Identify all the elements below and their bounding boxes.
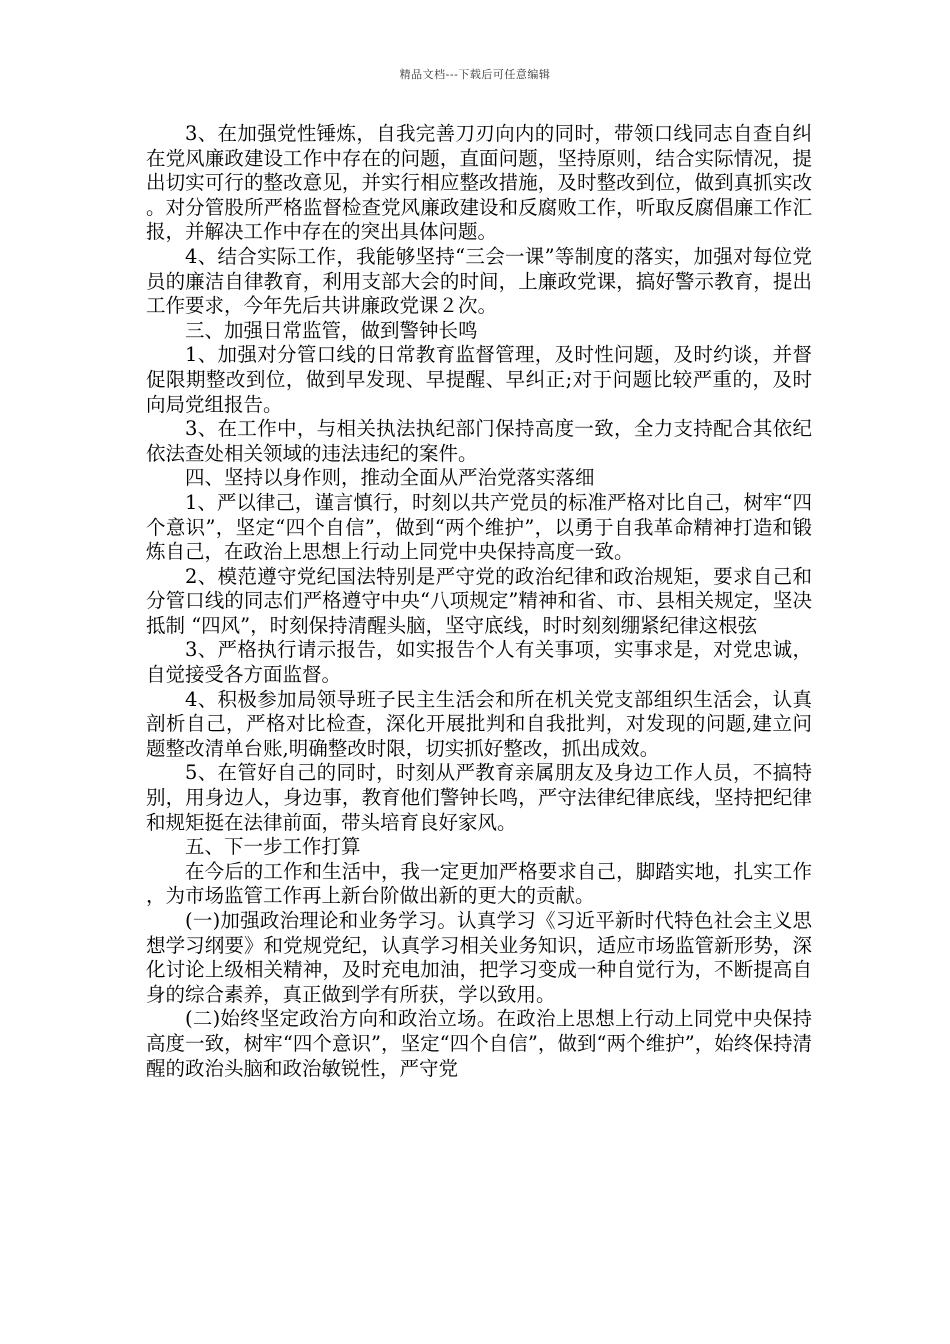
paragraph: 在今后的工作和生活中，我一定更加严格要求自己，脚踏实地，扎实工作，为市场监管工作再上新台阶做出新的更大的贡献。	[146, 859, 812, 908]
document-body	[146, 122, 812, 1081]
paragraph: 2、模范遵守党纪国法特别是严守党的政治纪律和政治规矩，要求自己和分管口线的同志们严格遵守中央“八项规定”精神和省、市、县相关规定，坚决抵制 “四风”，时刻保持清醒头脑，坚守底线，时时刻刻绷紧纪律这根弦	[146, 564, 812, 637]
paragraph: 3、在加强党性锤炼，自我完善刀刃向内的同时，带领口线同志自查自纠在党风廉政建设工作中存在的问题，直面问题，坚持原则，结合实际情况，提出切实可行的整改意见，并实行相应整改措施，及时整改到位，做到真抓实改。对分管股所严格监督检查党风廉政建设和反腐败工作，听取反腐倡廉工作汇报，并解决工作中存在的突出具体问题。	[146, 122, 812, 244]
section-heading: 三、加强日常监管，做到警钟长鸣	[185, 318, 478, 342]
paragraph: (二)始终坚定政治方向和政治立场。在政治上思想上行动上同党中央保持高度一致，树牢“四个意识”，坚定“四个自信”，做到“两个维护”，始终保持清醒的政治头脑和政治敏锐性，严守党	[146, 1007, 812, 1080]
paragraph: 5、在管好自己的同时，时刻从严教育亲属朋友及身边工作人员，不搞特别，用身边人，身边事，教育他们警钟长鸣，严守法律纪律底线，坚持把纪律和规矩挺在法律前面，带头培育良好家风。	[146, 761, 812, 834]
paragraph: 3、在工作中，与相关执法执纪部门保持高度一致，全力支持配合其依纪依法查处相关领域的违法违纪的案件。	[146, 417, 812, 465]
section-heading: 五、下一步工作打算	[185, 835, 361, 859]
paragraph: 3、严格执行请示报告，如实报告个人有关事项，实事求是，对党忠诚，自觉接受各方面监督。	[146, 638, 812, 687]
paragraph: 4、结合实际工作，我能够坚持“三会一课”等制度的落实，加强对每位党员的廉洁自律教育，利用支部大会的时间，上廉政党课，搞好警示教育，提出工作要求，今年先后共讲廉政党课２次。	[146, 244, 812, 318]
paragraph: (一)加强政治理论和业务学习。认真学习《习近平新时代特色社会主义思想学习纲要》和党规党纪，认真学习相关业务知识，适应市场监管新形势，深化讨论上级相关精神，及时充电加油，把学习变成一种自觉行为，不断提高自身的综合素养，真正做到学有所获，学以致用。	[146, 909, 812, 1006]
page-header: 精品文档---下载后可任意编辑	[399, 68, 551, 81]
paragraph: 4、积极参加局领导班子民主生活会和所在机关党支部组织生活会，认真剖析自己，严格对比检查，深化开展批判和自我批判，对发现的问题,建立问题整改清单台账,明确整改时限，切实抓好整改，抓出成效。	[146, 687, 812, 760]
section-heading: 四、坚持以身作则，推动全面从严治党落实落细	[185, 466, 595, 490]
paragraph: 1、严以律己，谨言慎行，时刻以共产党员的标准严格对比自己，树牢“四个意识”，坚定“四个自信”，做到“两个维护”，以勇于自我革命精神打造和锻炼自己，在政治上思想上行动上同党中央保持高度一致。	[146, 490, 812, 564]
paragraph: 1、加强对分管口线的日常教育监督管理，及时性问题，及时约谈，并督促限期整改到位，做到早发现、早提醒、早纠正;对于问题比较严重的，及时向局党组报告。	[146, 343, 812, 416]
